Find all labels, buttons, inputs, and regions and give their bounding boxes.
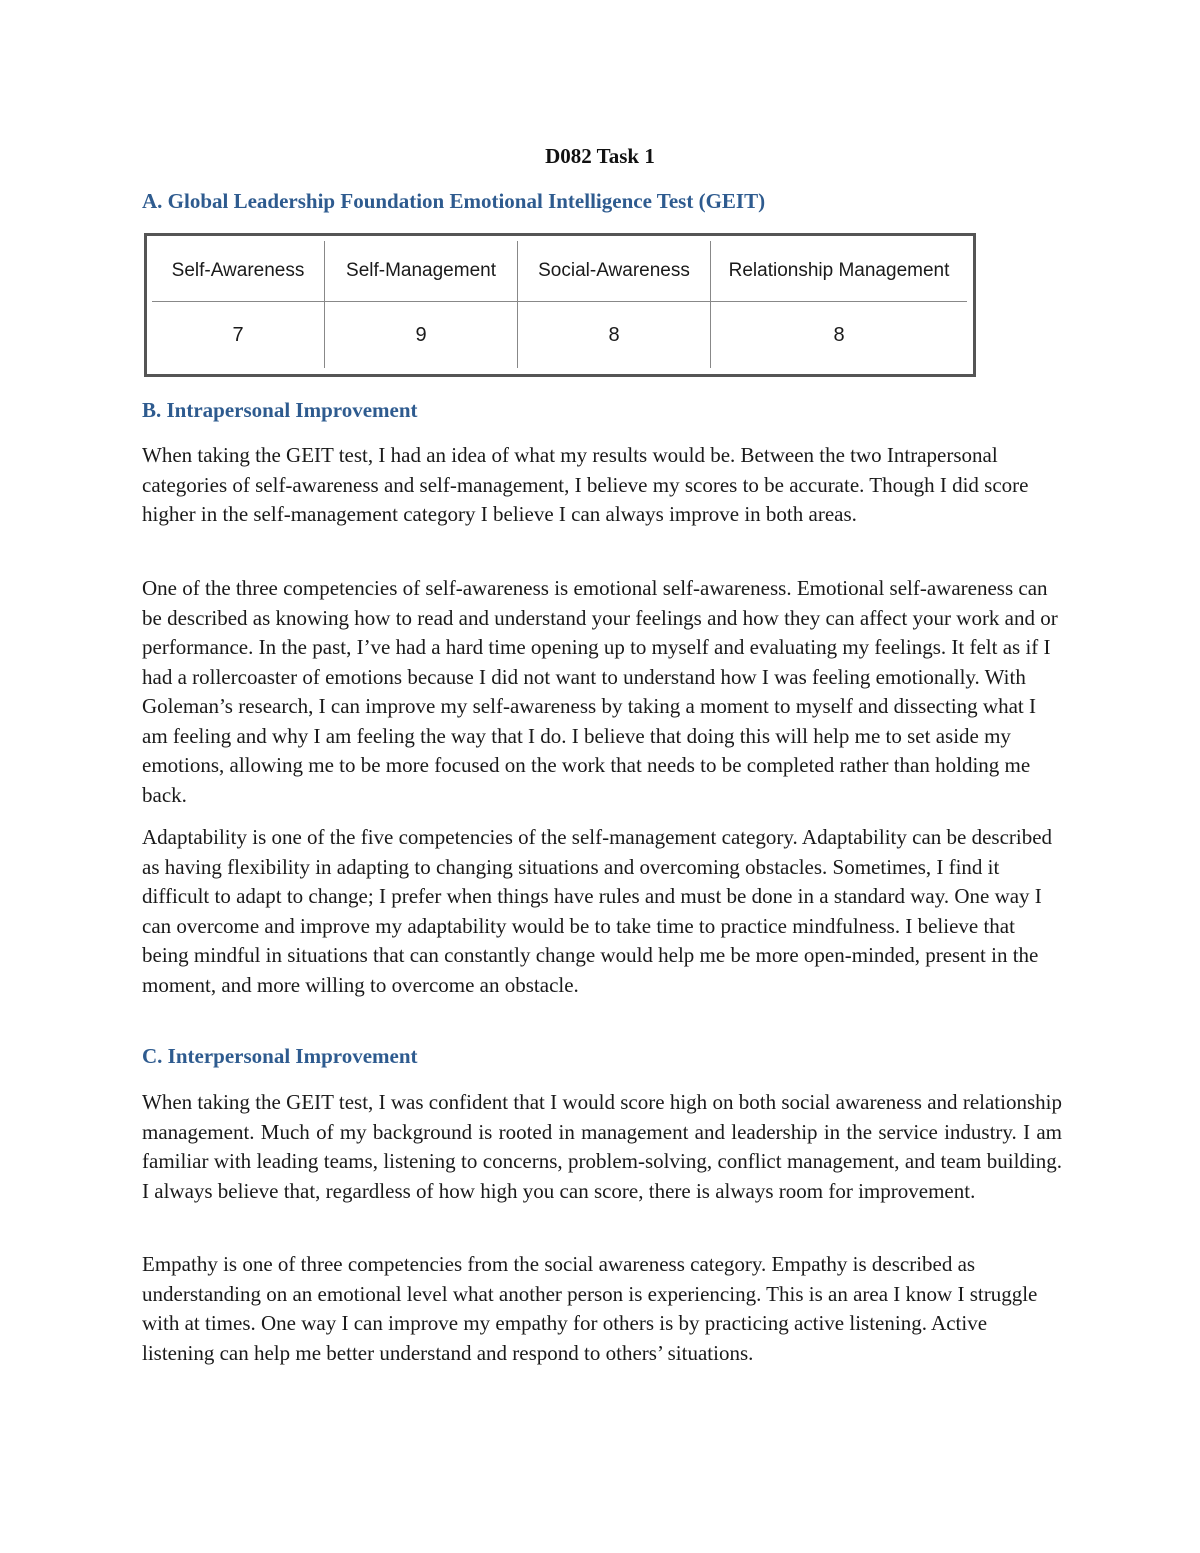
header-social-awareness: Social-Awareness <box>518 241 711 302</box>
section-c-paragraph-2: Empathy is one of three competencies from the social awareness category. Empathy is described as understanding on an emotional level what another person is experiencing. This is an area I know I struggle with at times. One way I can improve my empathy for others is by practicing active listening. Active listening can help me better understand and respond to others’ situations. <box>142 1252 1038 1365</box>
section-b-paragraph-3: Adaptability is one of the five competencies of the self-management category. Adaptability can be described as having flexibility in adapting to changing situations and overcoming obstacles. Sometimes, I find it difficult to adapt to change; I prefer when things have rules and must be done in a standard way. One way I can overcome and improve my adaptability would be to take time to practice mindfulness. I believe that being mindful in situations that can constantly change would help me be more open-minded, present in the moment, and more willing to overcome an obstacle. <box>142 825 1053 997</box>
score-self-management: 9 <box>325 302 518 369</box>
table-score-row <box>152 302 967 369</box>
section-c-paragraph-1: When taking the GEIT test, I was confident that I would score high on both social awareness and relationship management. Much of my background is rooted in management and leadership in the service industry. I am familiar with leading teams, listening to concerns, problem-solving, conflict management, and team building. I always believe that, regardless of how high you can score, there is always room for improvement. <box>142 1090 1062 1203</box>
section-b-paragraph-2: One of the three competencies of self-awareness is emotional self-awareness. Emotional self-awareness can be described as knowing how to read and understand your feelings and how they can affect your work and or performance. In the past, I’ve had a hard time opening up to myself and evaluating my feelings. It felt as if I had a rollercoaster of emotions because I did not want to understand how I was feeling emotionally. With Goleman’s research, I can improve my self-awareness by taking a moment to myself and dissecting what I am feeling and why I am feeling the way that I do. I believe that doing this will help me to set aside my emotions, allowing me to be more focused on the work that needs to be completed rather than holding me back. <box>142 576 1058 807</box>
header-self-awareness: Self-Awareness <box>152 241 325 302</box>
header-self-management: Self-Management <box>325 241 518 302</box>
section-b-heading: B. Intrapersonal Improvement <box>142 398 418 422</box>
header-relationship-management: Relationship Management <box>711 241 968 302</box>
score-relationship-management: 8 <box>833 323 845 346</box>
section-a-heading: A. Global Leadership Foundation Emotional Intelligence Test (GEIT) <box>142 189 766 213</box>
score-social-awareness: 8 <box>518 302 711 369</box>
table-header-row <box>152 241 967 302</box>
section-c-heading: C. Interpersonal Improvement <box>142 1044 418 1068</box>
section-b-paragraph-1: When taking the GEIT test, I had an idea of what my results would be. Between the two Intrapersonal categories of self-awareness and self-management, I believe my scores to be accurate. Though I did score higher in the self-management category I believe I can always improve in both areas. <box>142 443 1029 526</box>
document-title: D082 Task 1 <box>545 144 655 168</box>
score-self-awareness: 7 <box>152 302 325 369</box>
geit-scores-table <box>144 233 976 377</box>
